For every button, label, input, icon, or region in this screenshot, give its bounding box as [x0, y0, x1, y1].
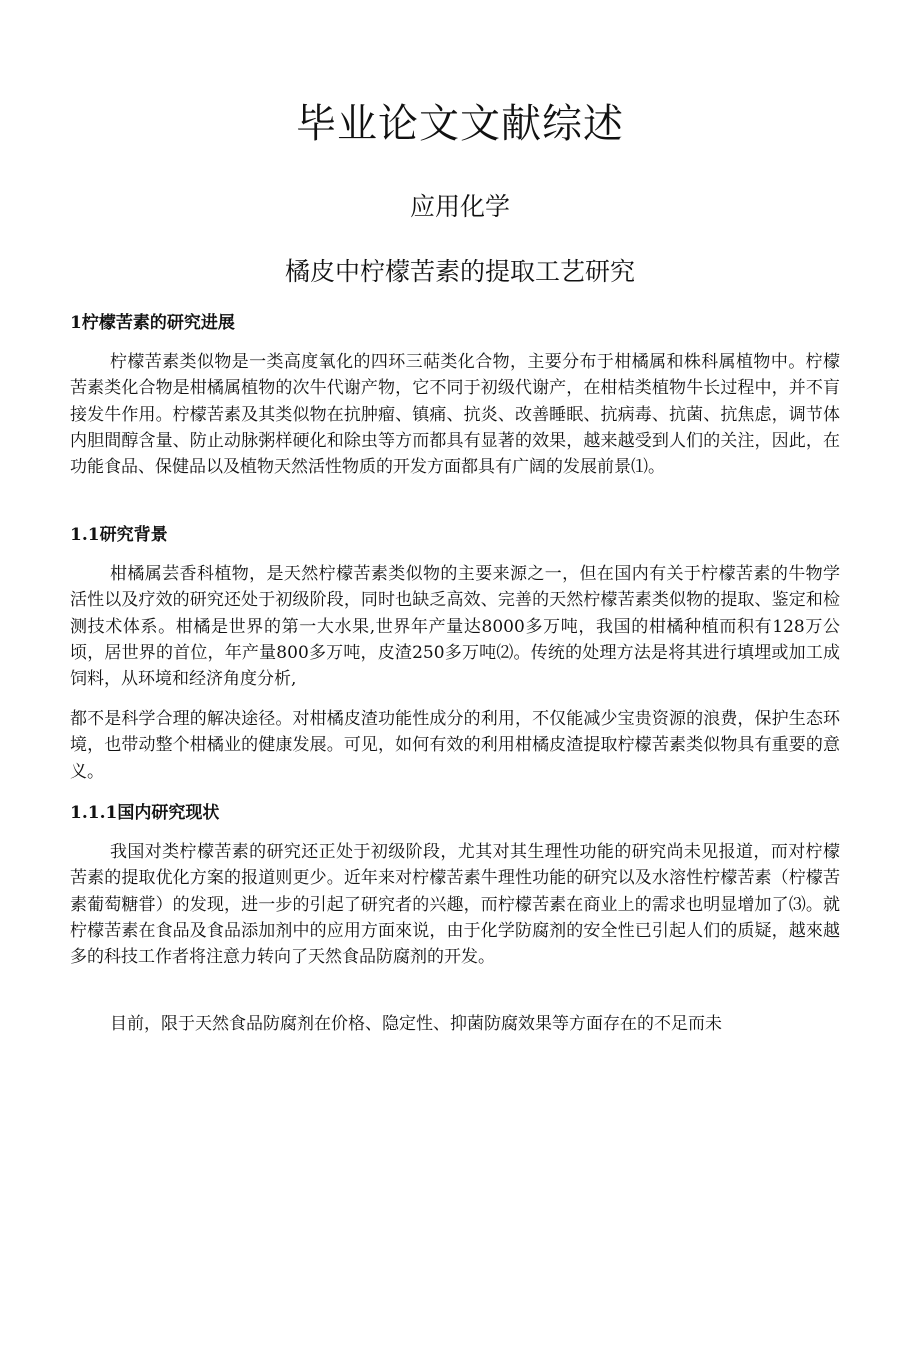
- section-heading-1: 1柠檬苦素的研究进展: [70, 313, 235, 333]
- section-heading-1-1-1: 1.1.1国内研究现状: [70, 803, 220, 823]
- paragraph-5: 目前，限于天然食品防腐剂在价格、隐定性、抑菌防腐效果等方面存在的不足而未: [110, 1014, 722, 1034]
- document-title: 毕业论文文献综述: [296, 101, 624, 147]
- major-subtitle: 应用化学: [409, 192, 510, 221]
- topic-title: 橘皮中柠檬苦素的提取工艺研究: [284, 257, 635, 286]
- paragraph-4: 我国对类柠檬苦素的研究还正处于初级阶段，尤其对其生理性功能的研究尚未见报道，而对柠檬苦素的提取优化方案的报道则更少。近年来对柠檬苦素牛理性功能的研究以及水溶性柠檬苦素（柠檬苦素葡萄糖甞）的发现，进一步的引起了研究者的兴趣，而柠檬苦素在商业上的需求也明显增加了⑶。就柠檬苦素在食品及食品添加剂中的应用方面來说，由于化学防腐剂的安全性已引起人们的质疑，越來越多的科技工作者将注意力转向了天然食品防腐剂的开发。: [70, 842, 840, 968]
- paragraph-1: 柠檬苦素类似物是一类高度氧化的四环三萜类化合物，主要分布于柑橘属和株科属植物中。柠檬苦素类化合物是柑橘属植物的次牛代谢产物，它不同于初级代谢产，在柑桔类植物牛长过程中，并不肓接发牛作用。柠檬苦素及其类似物在抗肿瘤、镇痛、抗炎、改善睡眠、抗病毒、抗菌、抗焦虑，调节体内胆間醇含量、防止动脉粥样硬化和除虫等方而都具有显著的效果，越来越受到人们的关注，因此，在功能食品、保健品以及植物天然活性物质的开发方面都具有广阔的发展前景⑴。: [70, 352, 840, 478]
- section-heading-1-1: 1.1研究背景: [70, 525, 168, 545]
- paragraph-3: 都不是科学合理的解决途径。对柑橘皮渣功能性成分的利用，不仅能减少宝贵资源的浪费，保护生态环境，也带动整个柑橘业的健康发展。可见，如何有效的利用柑橘皮渣提取柠檬苦素类似物具有重要的意义。: [70, 709, 840, 782]
- paragraph-2: 柑橘属芸香科植物，是天然柠檬苦素类似物的主要来源之一，但在国内有关于柠檬苦素的牛物学活性以及疗效的研究还处于初级阶段，同时也缺乏高效、完善的天然柠檬苦素类似物的提取、鉴定和检测技术体系。柑橘是世界的第一大水果,世界年产量达8000多万吨，我国的柑橘种植而积有128万公顷，居世界的首位，年产量800多万吨，皮渣250多万吨⑵。传统的处理方法是将其进行填埋或加工成饲料，从环境和经济角度分析,: [70, 564, 840, 690]
